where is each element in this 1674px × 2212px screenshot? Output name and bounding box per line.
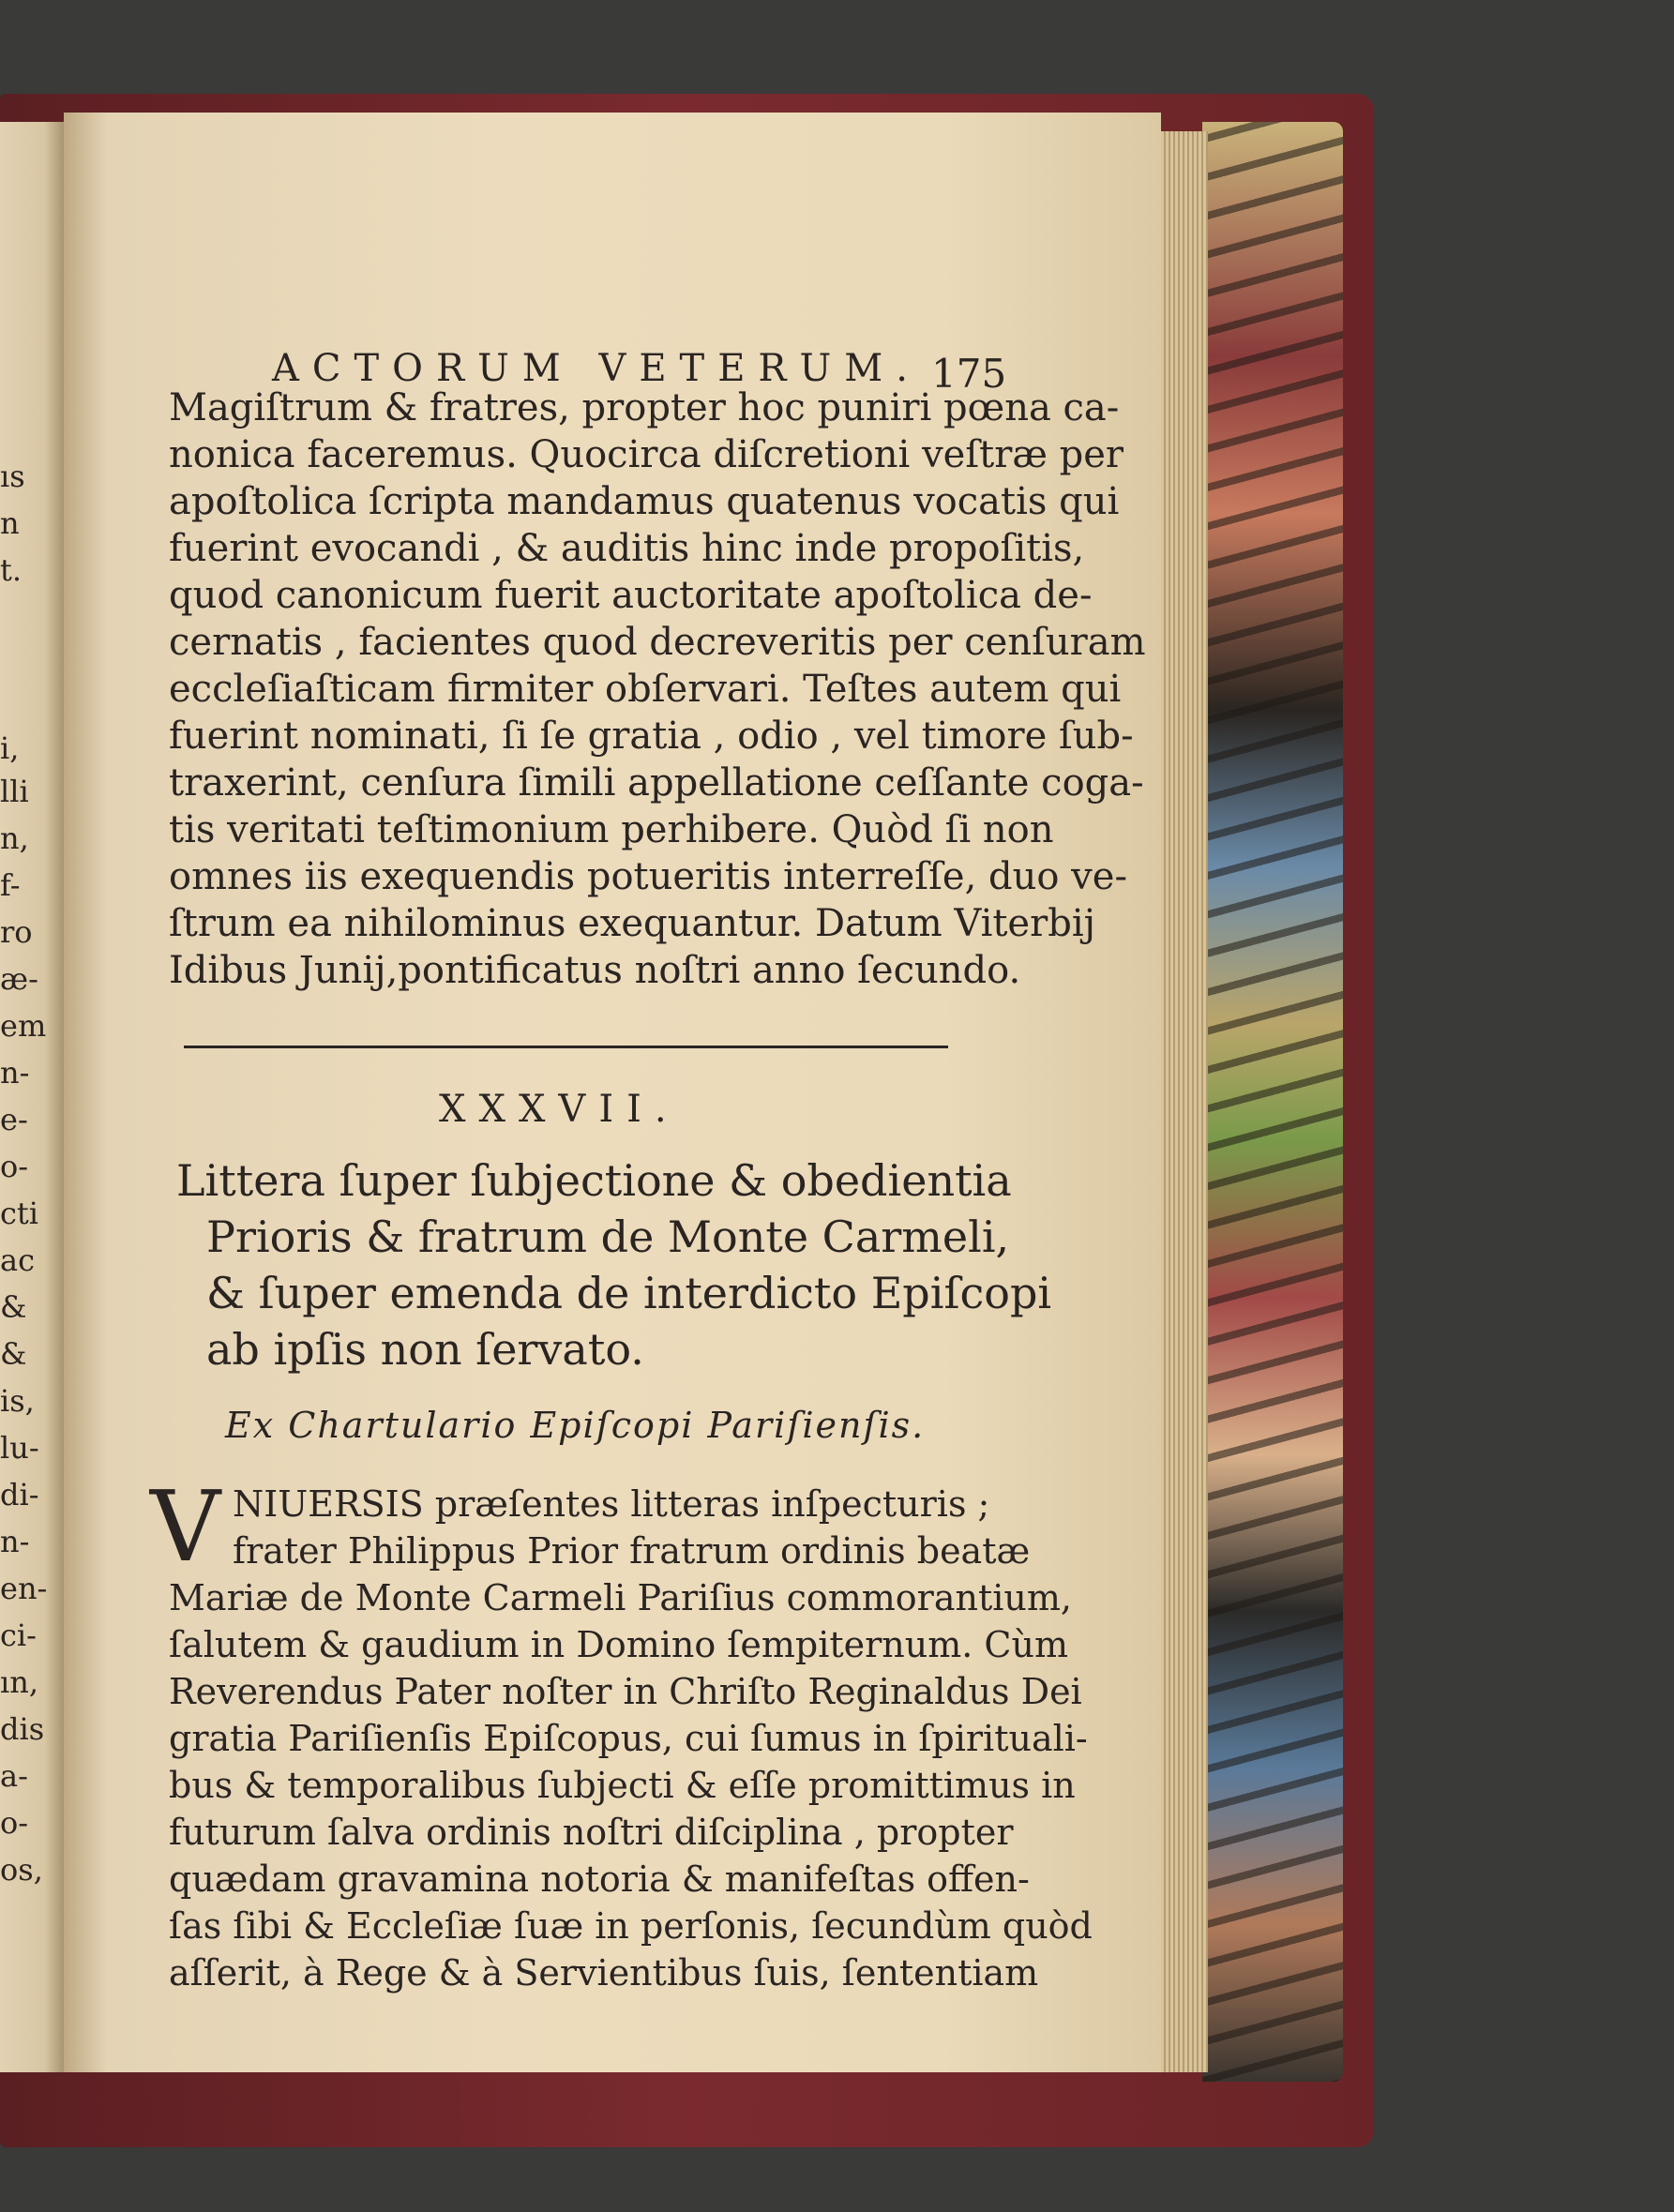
body-line: Magiſtrum & fratres, propter hoc puniri pœna ca-: [169, 386, 1120, 429]
second-line: frater Philippus Prior fratrum ordinis beatæ: [233, 1530, 1031, 1572]
left-fragment: o-: [0, 1149, 29, 1184]
left-fragment: em: [0, 1008, 47, 1044]
left-fragment: os,: [0, 1852, 43, 1888]
body-line: quod canonicum fuerit auctoritate apoſtolica de-: [169, 574, 1093, 617]
body-line: fuerint nominati, ſi ſe gratia , odio , vel timore ſub-: [169, 715, 1134, 758]
left-fragment: ro: [0, 914, 33, 950]
left-fragment: n,: [0, 820, 29, 856]
left-fragment: ci-: [0, 1618, 37, 1653]
body-line: nonica faceremus. Quocirca diſcretioni veſtræ per: [169, 433, 1124, 476]
section-title-line: Littera ſuper ſubjectione & obedientia: [176, 1155, 1012, 1206]
body-line: apoſtolica ſcripta mandamus quatenus vocatis qui: [169, 480, 1120, 523]
section-number: XXXVII.: [439, 1088, 680, 1131]
section-rule: [184, 1046, 948, 1048]
body-line: eccleſiaſticam firmiter obſervari. Teſtes autem qui: [169, 668, 1122, 711]
marbled-edge: [1202, 122, 1343, 2082]
section-title-line: ab ipſis non ſervato.: [206, 1324, 644, 1375]
body-line: aſſerit, à Rege & à Servientibus ſuis, ſententiam: [169, 1952, 1039, 1994]
left-fragment: a-: [0, 1758, 28, 1794]
body-line: gratia Pariſienſis Epiſcopus, cui ſumus in ſpirituali-: [169, 1718, 1088, 1759]
body-line: quædam gravamina notoria & manifeſtas offen-: [169, 1858, 1030, 1900]
left-fragment: ıs: [0, 459, 25, 494]
body-line: Mariæ de Monte Carmeli Pariſius commorantium,: [169, 1577, 1072, 1618]
page-number: 175: [931, 351, 1007, 397]
left-fragment: lu-: [0, 1430, 39, 1466]
body-line: cernatis , facientes quod decreveritis per cenſuram: [169, 621, 1146, 664]
left-fragment: o-: [0, 1805, 29, 1841]
body-line: futurum ſalva ordinis noſtri diſciplina , propter: [169, 1812, 1014, 1853]
body-line: Idibus Junij,pontificatus noſtri anno ſecundo.: [169, 949, 1021, 992]
left-fragment: i,: [0, 730, 20, 766]
left-fragment: n-: [0, 1524, 30, 1559]
drop-cap: V: [150, 1469, 221, 1584]
left-fragment: cti: [0, 1196, 39, 1231]
left-fragment: f-: [0, 867, 21, 903]
opening-line: NIUERSIS præſentes litteras inſpecturis ;: [233, 1483, 990, 1525]
left-fragment: n-: [0, 1055, 30, 1091]
left-fragment: di-: [0, 1477, 39, 1512]
left-fragment: ac: [0, 1242, 35, 1278]
body-line: omnes iis exequendis potueritis interreſſe, duo ve-: [169, 855, 1127, 898]
body-line: tis veritati teſtimonium perhibere. Quòd ſi non: [169, 808, 1054, 851]
section-title-line: Prioris & fratrum de Monte Carmeli,: [206, 1211, 1010, 1262]
left-facing-page: [0, 122, 64, 2072]
body-line: Reverendus Pater noſter in Chriſto Reginaldus Dei: [169, 1671, 1082, 1712]
left-fragment: &: [0, 1336, 27, 1372]
body-line: fuerint evocandi , & auditis hinc inde propoſitis,: [169, 527, 1085, 570]
source-line: Ex Chartulario Epiſcopi Pariſienſis.: [225, 1405, 926, 1446]
left-fragment: lli: [0, 774, 29, 809]
section-title-line: & ſuper emenda de interdicto Epiſcopi: [206, 1268, 1052, 1318]
left-fragment: &: [0, 1289, 27, 1325]
body-line: ſalutem & gaudium in Domino ſempiternum. Cùm: [169, 1624, 1069, 1665]
body-line: ſtrum ea nihilominus exequantur. Datum Viterbij: [169, 902, 1096, 945]
left-fragment: dis: [0, 1711, 45, 1747]
left-fragment: en-: [0, 1571, 48, 1606]
body-line: bus & temporalibus ſubjecti & eſſe promittimus in: [169, 1765, 1076, 1806]
left-fragment: t.: [0, 552, 23, 588]
left-fragment: e-: [0, 1102, 28, 1137]
left-fragment: n: [0, 505, 20, 541]
body-line: traxerint, cenſura ſimili appellatione ceſſante coga-: [169, 761, 1144, 805]
left-fragment: ın,: [0, 1664, 39, 1700]
left-fragment: is,: [0, 1383, 35, 1419]
book-page: [64, 113, 1161, 2072]
running-head: ACTORUM VETERUM.: [272, 347, 921, 390]
left-fragment: æ-: [0, 961, 38, 997]
body-line: ſas ſibi & Eccleſiæ ſuæ in perſonis, ſecundùm quòd: [169, 1905, 1093, 1947]
